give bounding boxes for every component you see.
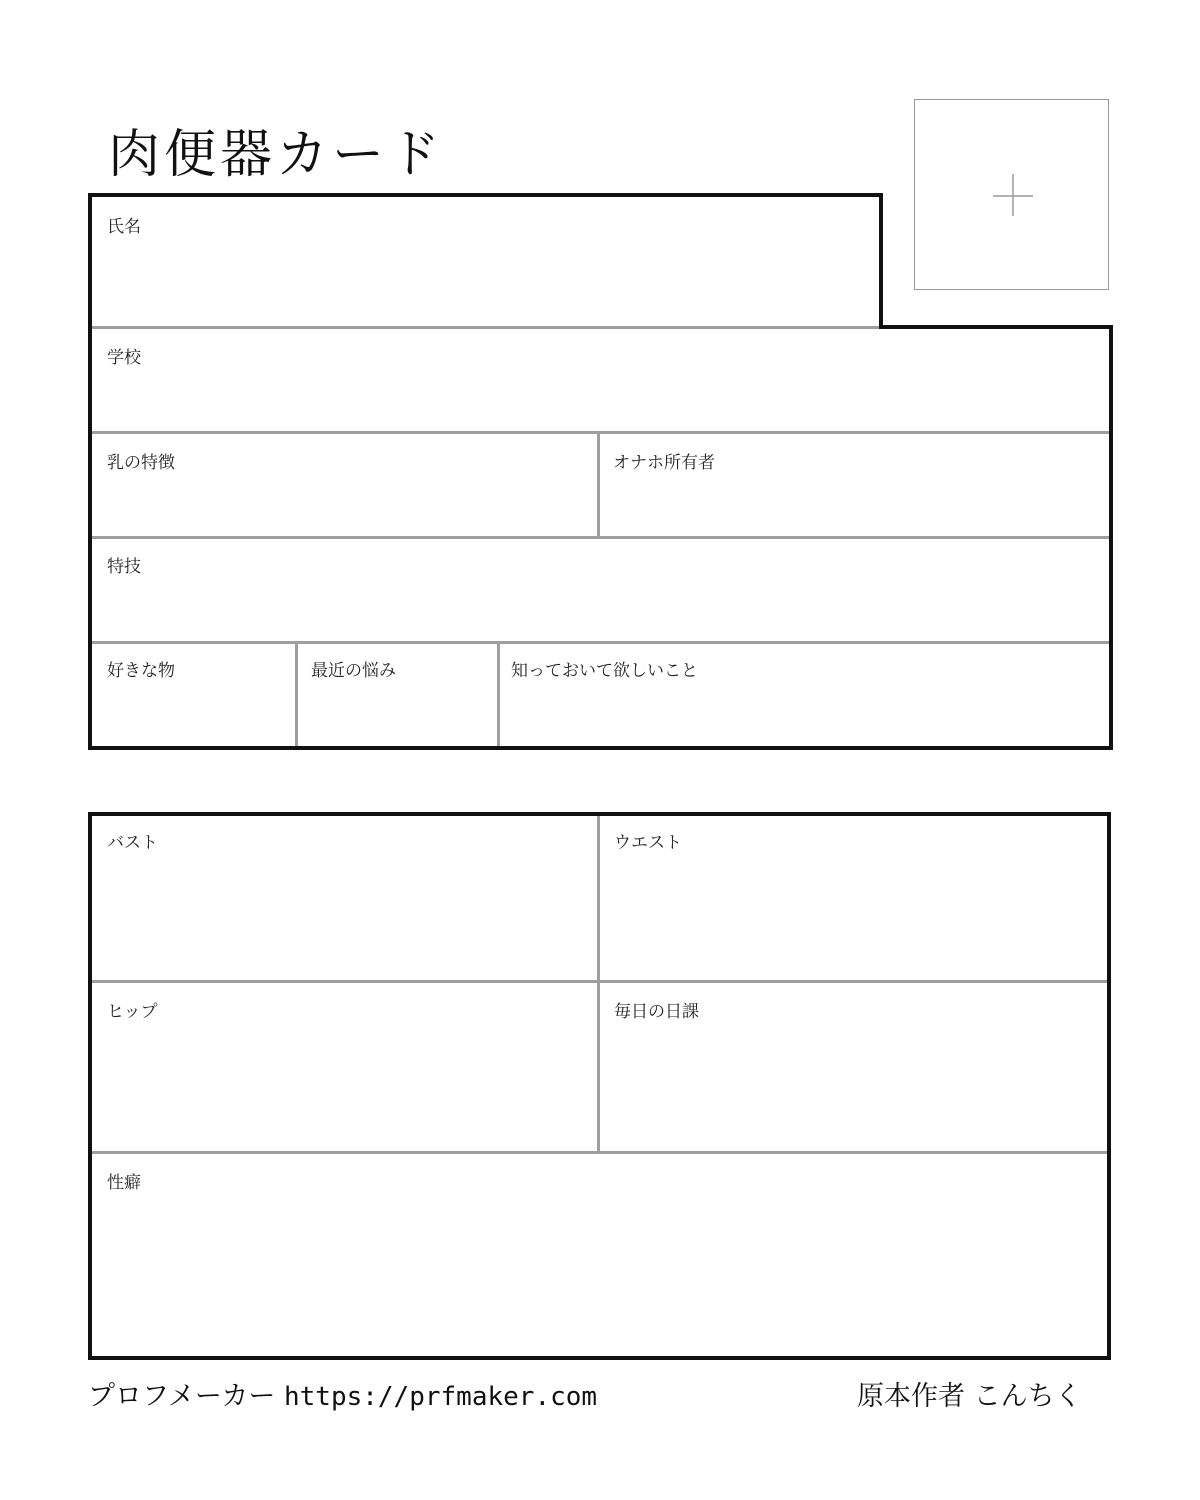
maker-credit [88,1374,597,1413]
bust-label: バスト [107,833,158,853]
bust-field[interactable] [92,816,597,980]
hip-field[interactable] [92,983,597,1151]
card-title: 肉便器カード [108,125,445,185]
name-label: 氏名 [107,217,141,237]
maker-name: プロフメーカー [88,1381,276,1412]
breast-feature-label: 乳の特徴 [107,453,175,473]
skill-field[interactable] [92,539,1109,641]
name-field[interactable] [92,197,879,326]
maker-link[interactable]: https://prfmaker.com [283,1382,598,1412]
waist-label: ウエスト [614,833,682,853]
favorite-label: 好きな物 [107,661,175,681]
school-field[interactable] [92,329,1109,431]
school-label: 学校 [107,348,141,368]
plus-icon [915,100,1110,291]
want-to-know-label: 知っておいて欲しいこと [511,661,698,681]
fetish-field[interactable] [92,1154,1107,1356]
author-credit: 原本作者 こんちく [857,1381,1082,1412]
hip-label: ヒップ [107,1002,158,1022]
skill-label: 特技 [107,557,141,577]
daily-routine-label: 毎日の日課 [614,1002,699,1022]
photo-upload-box[interactable] [914,99,1109,290]
worry-label: 最近の悩み [311,661,396,681]
onahole-owner-label: オナホ所有者 [613,453,715,473]
fetish-label: 性癖 [107,1173,141,1193]
